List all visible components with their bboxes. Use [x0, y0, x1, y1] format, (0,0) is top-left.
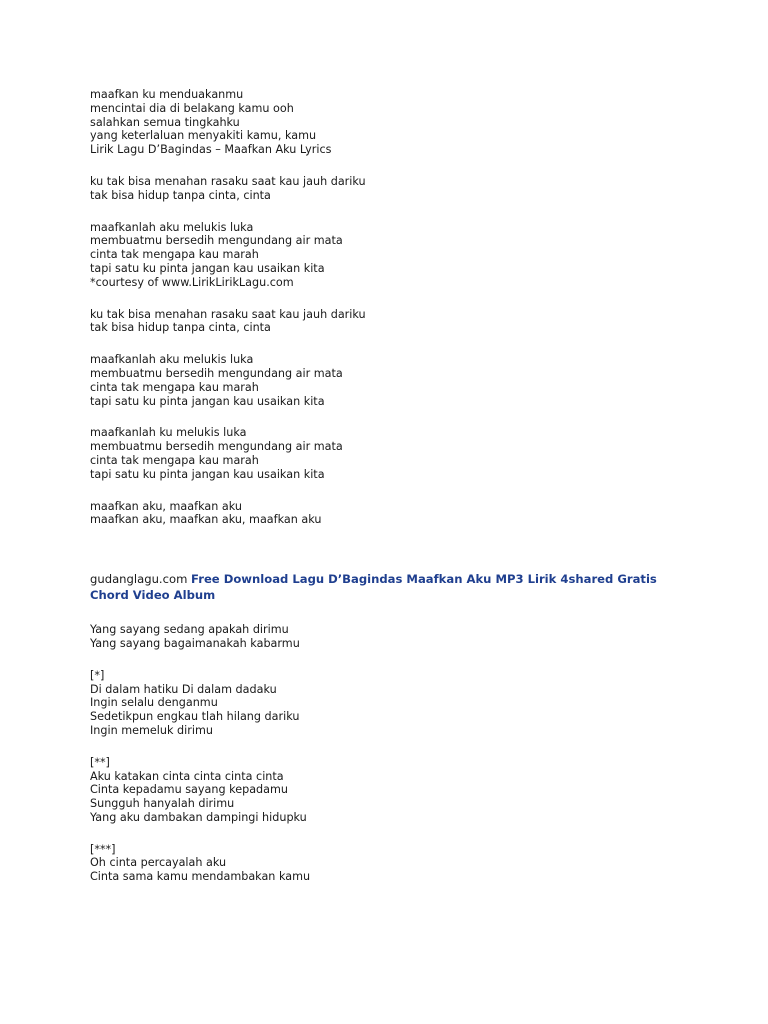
source-site: gudanglagu.com	[90, 572, 188, 587]
lyric-line: yang keterlaluan menyakiti kamu, kamu	[90, 129, 317, 143]
lyrics-stanza	[90, 353, 690, 408]
lyric-line: cinta tak mengapa kau marah	[90, 248, 259, 262]
lyrics-stanza	[90, 175, 690, 203]
lyrics-stanza	[90, 426, 690, 481]
lyric-line: tak bisa hidup tanpa cinta, cinta	[90, 321, 271, 335]
lyric-line: Cinta kepadamu sayang kepadamu	[90, 783, 289, 797]
lyrics-body	[90, 88, 690, 884]
lyric-line: Aku katakan cinta cinta cinta cinta	[90, 769, 284, 783]
lyric-line: Cinta sama kamu mendambakan kamu	[90, 870, 311, 884]
lyric-line: mencintai dia di belakang kamu ooh	[90, 101, 294, 115]
lyric-line: maafkan aku, maafkan aku	[90, 499, 242, 513]
lyric-line: Di dalam hatiku Di dalam dadaku	[90, 682, 277, 696]
lyric-line: Sungguh hanyalah dirimu	[90, 797, 235, 811]
lyrics-stanza	[90, 843, 690, 884]
section-marker: [***]	[90, 842, 116, 856]
lyrics-stanza	[90, 669, 690, 738]
lyric-line: Ingin memeluk dirimu	[90, 723, 213, 737]
lyric-line: maafkan ku menduakanmu	[90, 88, 244, 101]
download-link[interactable]: Free Download Lagu D’Bagindas Maafkan Aku MP3 Lirik 4shared Gratis	[191, 572, 657, 587]
lyric-line: maafkan aku, maafkan aku, maafkan aku	[90, 513, 322, 527]
lyric-line: salahkan semua tingkahku	[90, 115, 240, 129]
lyric-line: tapi satu ku pinta jangan kau usaikan kita	[90, 467, 325, 481]
lyrics-stanza	[90, 88, 690, 157]
lyrics-stanza	[90, 221, 690, 290]
lyric-line: *courtesy of www.LirikLirikLagu.com	[90, 275, 294, 289]
lyric-line: membuatmu bersedih mengundang air mata	[90, 440, 343, 454]
section-marker: [*]	[90, 668, 105, 682]
lyric-line: tak bisa hidup tanpa cinta, cinta	[90, 188, 271, 202]
lyric-line: Oh cinta percayalah aku	[90, 856, 227, 870]
source-attribution	[90, 572, 690, 603]
lyric-line: Yang aku dambakan dampingi hidupku	[90, 810, 307, 824]
lyric-line: ku tak bisa menahan rasaku saat kau jauh dariku	[90, 307, 366, 321]
lyrics-stanza	[90, 500, 690, 528]
lyric-line: maafkanlah ku melukis luka	[90, 426, 247, 440]
lyric-line: ku tak bisa menahan rasaku saat kau jauh dariku	[90, 174, 366, 188]
lyrics-stanza	[90, 756, 690, 825]
lyric-line: Lirik Lagu D’Bagindas – Maafkan Aku Lyrics	[90, 143, 332, 157]
lyric-line: cinta tak mengapa kau marah	[90, 380, 259, 394]
section-marker: [**]	[90, 755, 110, 769]
lyric-line: Sedetikpun engkau tlah hilang dariku	[90, 710, 300, 724]
lyric-line: membuatmu bersedih mengundang air mata	[90, 234, 343, 248]
lyric-line: Yang sayang bagaimanakah kabarmu	[90, 636, 300, 650]
lyrics-stanza	[90, 623, 690, 651]
lyric-line: tapi satu ku pinta jangan kau usaikan kita	[90, 394, 325, 408]
lyric-line: tapi satu ku pinta jangan kau usaikan kita	[90, 261, 325, 275]
lyric-line: cinta tak mengapa kau marah	[90, 453, 259, 467]
download-link-continued[interactable]: Chord Video Album	[90, 587, 216, 602]
lyric-line: Yang sayang sedang apakah dirimu	[90, 623, 289, 637]
lyric-line: maafkanlah aku melukis luka	[90, 353, 254, 367]
lyric-line: membuatmu bersedih mengundang air mata	[90, 366, 343, 380]
lyrics-stanza	[90, 308, 690, 336]
lyric-line: maafkanlah aku melukis luka	[90, 220, 254, 234]
lyric-line: Ingin selalu denganmu	[90, 696, 218, 710]
